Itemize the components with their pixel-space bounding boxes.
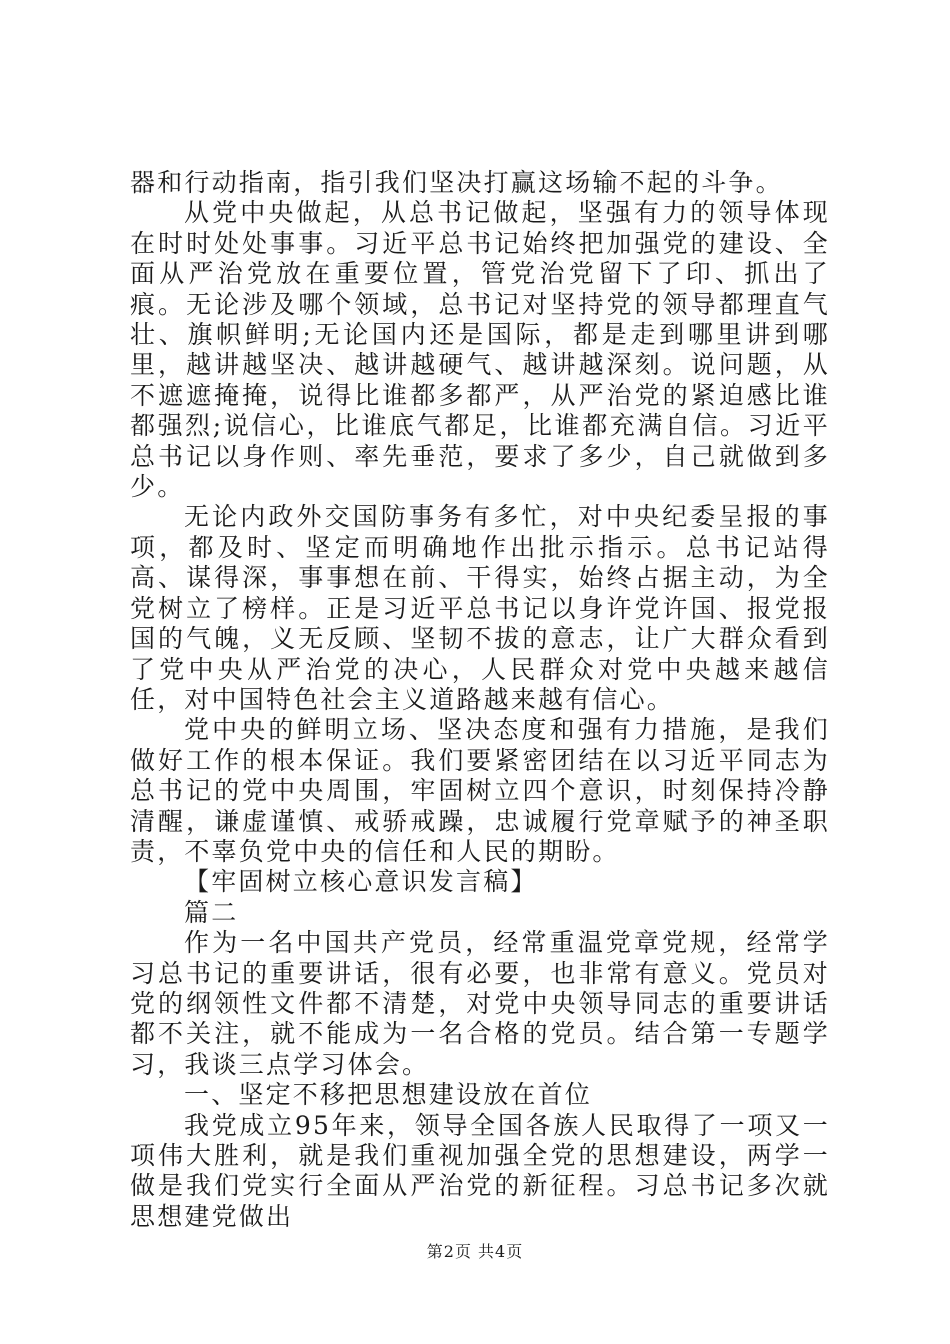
section-heading-core-awareness: 【牢固树立核心意识发言稿】 xyxy=(184,867,538,897)
section-heading-part-two: 篇二 xyxy=(184,897,239,927)
document-body xyxy=(130,168,830,1232)
paragraph-continuation: 器和行动指南，指引我们坚决打赢这场输不起的斗争。 xyxy=(130,168,783,197)
page-number-footer: 第2页 共4页 xyxy=(426,1242,524,1261)
paragraph-party-history: 我党成立95年来，领导全国各族人民取得了一项又一项伟大胜利，就是我们重视加强全党的思想建设，两学一做是我们党实行全面从严治党的新征程。习总书记多次就思想建党做出 xyxy=(130,1110,830,1231)
paragraph-instructions: 无论内政外交国防事务有多忙，对中央纪委呈报的事项，都及时、坚定而明确地作出批示指示。总书记站得高、谋得深，事事想在前、干得实，始终占据主动，为全党树立了榜样。正是习近平总书记以身许党许国、报党报国的气魄，义无反顾、坚韧不拔的意志，让广大群众看到了党中央从严治党的决心，人民群众对党中央越来越信任，对中国特色社会主义道路越来越有信心。 xyxy=(130,502,830,714)
paragraph-guarantee: 党中央的鲜明立场、坚决态度和强有力措施，是我们做好工作的根本保证。我们要紧密团结在以习近平同志为总书记的党中央周围，牢固树立四个意识，时刻保持冷静清醒，谦虚谨慎、戒骄戒躁，忠诚履行党章赋予的神圣职责，不辜负党中央的信任和人民的期盼。 xyxy=(130,715,830,866)
paragraph-party-member: 作为一名中国共产党员，经常重温党章党规，经常学习总书记的重要讲话，很有必要，也非常有意义。党员对党的纲领性文件都不清楚，对党中央领导同志的重要讲话都不关注，就不能成为一名合格的党员。结合第一专题学习，我谈三点学习体会。 xyxy=(130,928,830,1079)
subheading-ideological-building: 一、坚定不移把思想建设放在首位 xyxy=(184,1080,593,1110)
paragraph-leadership: 从党中央做起，从总书记做起，坚强有力的领导体现在时时处处事事。习近平总书记始终把加强党的建设、全面从严治党放在重要位置，管党治党留下了印、抓出了痕。无论涉及哪个领域，总书记对坚持党的领导都理直气壮、旗帜鲜明;无论国内还是国际，都是走到哪里讲到哪里，越讲越坚决、越讲越硬气、越讲越深刻。说问题，从不遮遮掩掩，说得比谁都多都严，从严治党的紧迫感比谁都强烈;说信心，比谁底气都足，比谁都充满自信。习近平总书记以身作则、率先垂范，要求了多少，自己就做到多少。 xyxy=(130,198,830,502)
